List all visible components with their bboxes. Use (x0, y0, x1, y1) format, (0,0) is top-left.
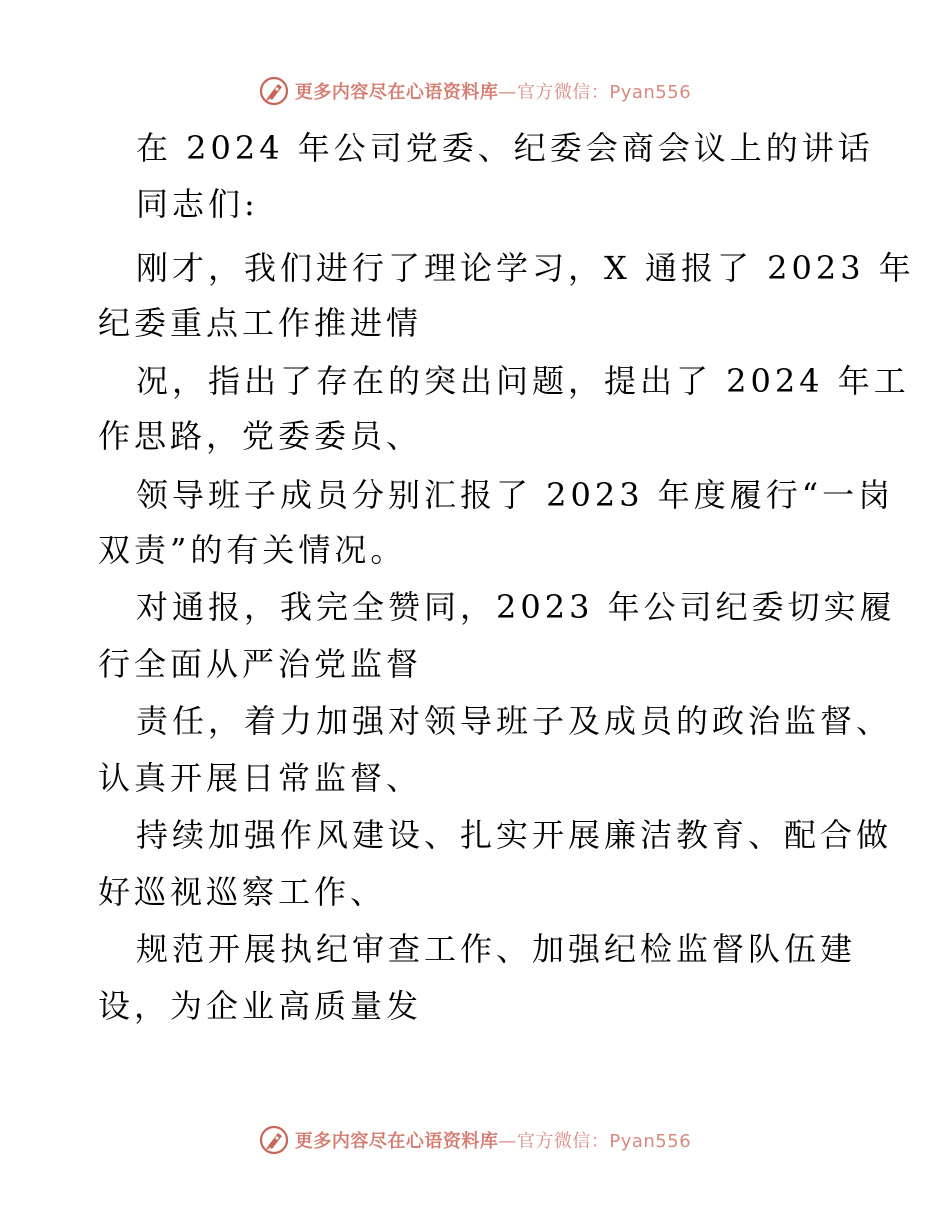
header-watermark (0, 71, 950, 111)
watermark-site-text: 更多内容尽在心语资料库 (294, 1131, 499, 1152)
watermark-site-text: 更多内容尽在心语资料库 (294, 82, 499, 103)
paragraph-line: 对通报，我完全赞同，2023 年公司纪委切实履 (136, 588, 896, 626)
paragraph-line: 责任，着力加强对领导班子及成员的政治监督、 (136, 702, 893, 740)
paragraph-line: 双责”的有关情况。 (98, 531, 407, 569)
paragraph-line: 好巡视巡察工作、 (98, 873, 387, 911)
paragraph-line: 作思路，党委委员、 (98, 417, 423, 455)
paragraph-line: 设，为企业高质量发 (98, 987, 423, 1025)
watermark-wechat-text: 官方微信：Pyan556 (516, 1131, 692, 1152)
paragraph-line: 规范开展执纪审查工作、加强纪检监督队伍建 (136, 930, 857, 968)
watermark-separator: — (498, 82, 517, 103)
paragraph-line: 持续加强作风建设、扎实开展廉洁教育、配合做 (136, 816, 893, 854)
paragraph-line: 刚才，我们进行了理论学习，X 通报了 2023 年 (136, 249, 915, 287)
pen-nib-logo-icon (259, 1125, 289, 1155)
paragraph-line: 领导班子成员分别汇报了 2023 年度履行“一岗 (136, 476, 895, 514)
paragraph-line: 况，指出了存在的突出问题，提出了 2024 年工 (136, 362, 910, 400)
footer-watermark (0, 1120, 950, 1160)
paragraph-line: 纪委重点工作推进情 (98, 304, 423, 342)
document-title: 在 2024 年公司党委、纪委会商会议上的讲话 (136, 129, 874, 167)
watermark-wechat-text: 官方微信：Pyan556 (516, 82, 692, 103)
watermark-separator: — (498, 1131, 517, 1152)
paragraph-line: 认真开展日常监督、 (98, 759, 423, 797)
salutation: 同志们: (136, 185, 259, 223)
pen-nib-logo-icon (259, 76, 289, 106)
paragraph-line: 行全面从严治党监督 (98, 645, 423, 683)
